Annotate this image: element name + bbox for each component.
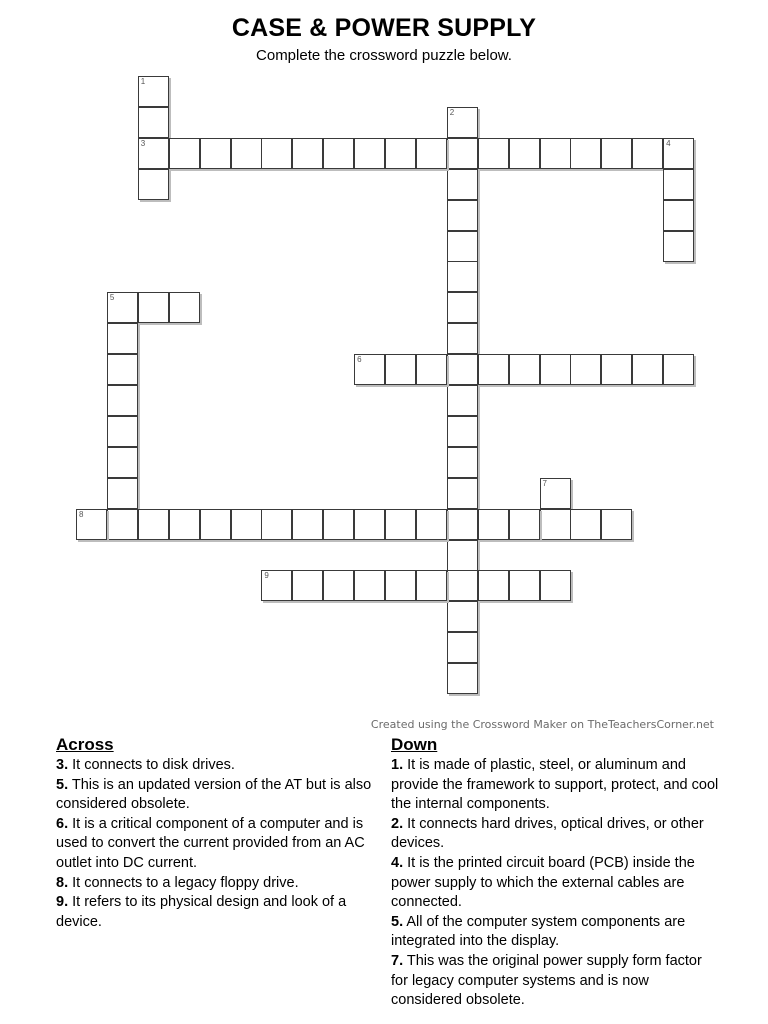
across-clues	[56, 734, 386, 932]
down-clue	[391, 854, 721, 913]
crossword-cell[interactable]	[478, 354, 509, 385]
crossword-cell[interactable]	[385, 138, 416, 169]
crossword-cell[interactable]	[107, 416, 138, 447]
crossword-cell[interactable]	[447, 107, 478, 138]
crossword-cell[interactable]	[447, 385, 478, 416]
crossword-cell[interactable]	[540, 354, 571, 385]
down-clue	[391, 815, 721, 854]
across-clue-list	[56, 756, 386, 932]
clue-number: 1.	[391, 757, 404, 773]
crossword-cell[interactable]	[509, 354, 540, 385]
clue-text: It connects hard drives, optical drives, or other devices.	[391, 815, 704, 852]
crossword-cell[interactable]	[292, 509, 323, 540]
crossword-cell[interactable]	[478, 138, 509, 169]
cell-number: 7	[542, 478, 547, 488]
cell-number: 1	[140, 77, 146, 86]
crossword-cell[interactable]	[447, 354, 478, 385]
clue-text: It is the printed circuit board (PCB) inside the power supply to which the external cables are connected.	[391, 854, 695, 911]
crossword-cell[interactable]	[447, 200, 478, 231]
crossword-cell[interactable]	[540, 509, 571, 540]
crossword-cell[interactable]	[447, 478, 478, 509]
crossword-cell[interactable]	[570, 138, 601, 169]
crossword-cell[interactable]	[169, 138, 200, 169]
crossword-cell[interactable]	[76, 509, 107, 540]
down-clue	[391, 913, 721, 952]
crossword-cell[interactable]	[200, 138, 231, 169]
clue-number: 3.	[56, 757, 69, 773]
crossword-cell[interactable]	[663, 354, 694, 385]
clue-number: 9.	[56, 894, 69, 911]
crossword-cell[interactable]	[447, 138, 478, 169]
crossword-cell[interactable]	[447, 540, 478, 571]
crossword-cell[interactable]	[478, 509, 509, 540]
crossword-cell[interactable]	[540, 478, 571, 509]
cell-number: 2	[449, 107, 455, 117]
crossword-cell[interactable]	[416, 509, 447, 540]
crossword-cell[interactable]	[663, 138, 694, 169]
crossword-cell[interactable]	[138, 107, 169, 138]
across-heading: Across	[56, 735, 114, 754]
clue-text: It is made of plastic, steel, or aluminum and provide the framework to support, protect, and cool the internal components.	[391, 757, 719, 813]
down-clue	[391, 756, 721, 815]
crossword-cell[interactable]	[354, 138, 385, 169]
credit-line: Created using the Crossword Maker on TheTeachersCorner.net	[370, 718, 714, 731]
crossword-cell[interactable]	[416, 138, 447, 169]
crossword-cell[interactable]	[663, 231, 694, 262]
crossword-cell[interactable]	[570, 354, 601, 385]
crossword-cell[interactable]	[323, 509, 354, 540]
across-clue	[56, 874, 386, 894]
crossword-cell[interactable]	[447, 509, 478, 540]
crossword-cell[interactable]	[354, 509, 385, 540]
cell-number: 8	[79, 509, 84, 519]
puzzle-instructions: Complete the crossword puzzle below.	[256, 47, 512, 64]
crossword-cell[interactable]	[663, 169, 694, 200]
crossword-cell[interactable]	[509, 509, 540, 540]
puzzle-title: CASE & POWER SUPPLY	[231, 14, 537, 42]
across-clue	[56, 756, 386, 776]
crossword-cell[interactable]	[138, 138, 169, 169]
clue-number: 4.	[391, 854, 404, 871]
crossword-cell[interactable]	[138, 292, 169, 323]
crossword-cell[interactable]	[447, 323, 478, 354]
crossword-cell[interactable]	[292, 138, 323, 169]
crossword-cell[interactable]	[447, 601, 478, 632]
clue-number: 6.	[56, 815, 69, 832]
crossword-cell[interactable]	[447, 231, 478, 262]
crossword-cell[interactable]	[447, 416, 478, 447]
crossword-cell[interactable]	[138, 76, 169, 107]
crossword-cell[interactable]	[478, 570, 509, 601]
crossword-cell[interactable]	[416, 354, 447, 385]
crossword-cell[interactable]	[540, 138, 571, 169]
crossword-cell[interactable]	[447, 169, 478, 200]
crossword-cell[interactable]	[509, 138, 540, 169]
crossword-cell[interactable]	[261, 509, 292, 540]
crossword-cell[interactable]	[138, 509, 169, 540]
crossword-cell[interactable]	[323, 138, 354, 169]
crossword-cell[interactable]	[107, 447, 138, 478]
crossword-cell[interactable]	[107, 385, 138, 416]
down-clue	[391, 952, 721, 1011]
cell-number: 6	[357, 355, 362, 365]
crossword-cell[interactable]	[231, 138, 262, 169]
crossword-cell[interactable]	[447, 447, 478, 478]
crossword-cell[interactable]	[509, 570, 540, 601]
crossword-cell[interactable]	[601, 509, 632, 540]
clue-text: All of the computer system components are integrated into the display.	[391, 913, 686, 950]
crossword-cell[interactable]	[292, 570, 323, 601]
clue-number: 5.	[391, 913, 404, 930]
down-heading: Down	[391, 735, 438, 754]
clue-text: This was the original power supply form factor for legacy computer systems and is now considered obsolete.	[391, 952, 702, 1009]
clue-number: 2.	[391, 815, 404, 832]
clue-text: It is a critical component of a computer and is used to convert the current provided from an AC outlet into DC current.	[56, 815, 365, 871]
crossword-cell[interactable]	[447, 570, 478, 601]
clue-text: This is an updated version of the AT but is also considered obsolete.	[56, 776, 372, 813]
cell-number: 3	[140, 138, 146, 148]
down-clues	[391, 734, 721, 1011]
crossword-cell[interactable]	[663, 200, 694, 231]
down-clue-list	[391, 756, 721, 1011]
crossword-cell[interactable]	[385, 354, 416, 385]
crossword-cell[interactable]	[447, 261, 478, 292]
cell-number: 9	[264, 571, 269, 581]
crossword-cell[interactable]	[138, 169, 169, 200]
crossword-cell[interactable]	[354, 570, 385, 601]
crossword-cell[interactable]	[169, 292, 200, 323]
crossword-cell[interactable]	[632, 354, 663, 385]
crossword-cell[interactable]	[540, 570, 571, 601]
crossword-cell[interactable]	[169, 509, 200, 540]
across-clue	[56, 893, 386, 932]
crossword-cell[interactable]	[385, 570, 416, 601]
crossword-cell[interactable]	[447, 292, 478, 323]
clue-number: 7.	[391, 952, 404, 969]
clue-number: 5.	[56, 776, 69, 793]
crossword-cell[interactable]	[354, 354, 385, 385]
clue-text: It connects to disk drives.	[68, 757, 235, 773]
crossword-cell[interactable]	[447, 663, 478, 694]
crossword-cell[interactable]	[601, 138, 632, 169]
crossword-cell[interactable]	[107, 354, 138, 385]
crossword-cell[interactable]	[601, 354, 632, 385]
crossword-cell[interactable]	[447, 632, 478, 663]
crossword-cell[interactable]	[200, 509, 231, 540]
across-clue	[56, 776, 386, 815]
crossword-cell[interactable]	[107, 323, 138, 354]
crossword-cell[interactable]	[385, 509, 416, 540]
across-clue	[56, 815, 386, 874]
crossword-cell[interactable]	[632, 138, 663, 169]
clue-text: It connects to a legacy floppy drive.	[68, 874, 299, 891]
crossword-cell[interactable]	[107, 478, 138, 509]
cell-number: 5	[109, 293, 115, 303]
cell-number: 4	[666, 138, 671, 148]
crossword-cell[interactable]	[570, 509, 601, 540]
clue-text: It refers to its physical design and look of a device.	[56, 894, 347, 930]
crossword-cell[interactable]	[261, 138, 292, 169]
crossword-cell[interactable]	[107, 509, 138, 540]
crossword-cell[interactable]	[416, 570, 447, 601]
crossword-cell[interactable]	[323, 570, 354, 601]
crossword-cell[interactable]	[231, 509, 262, 540]
clue-number: 8.	[56, 874, 69, 891]
crossword-cell[interactable]	[107, 292, 138, 323]
crossword-cell[interactable]	[261, 570, 292, 601]
